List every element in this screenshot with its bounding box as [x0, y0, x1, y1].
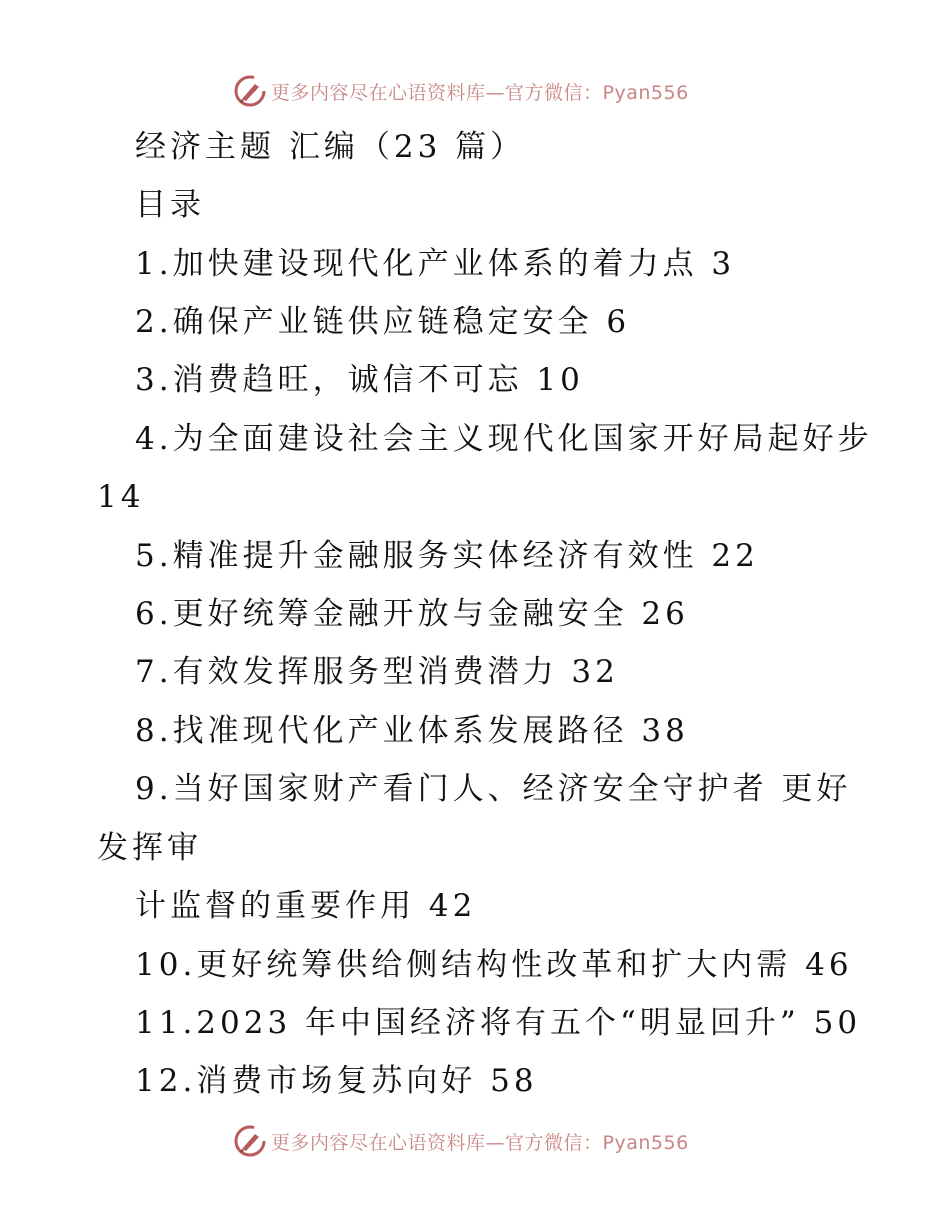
watermark-text: 更多内容尽在心语资料库—官方微信：Pyan556 — [271, 81, 689, 104]
pen-logo-icon — [233, 1124, 267, 1158]
toc-line: 10.更好统筹供给侧结构性改革和扩大内需 46 — [135, 947, 853, 983]
toc-line-continuation: 发挥审 — [97, 830, 202, 866]
watermark-text: 更多内容尽在心语资料库—官方微信：Pyan556 — [271, 1131, 689, 1154]
toc-line: 1.加快建设现代化产业体系的着力点 3 — [135, 246, 736, 282]
toc-line: 3.消费趋旺，诚信不可忘 10 — [135, 362, 584, 398]
toc-line: 4.为全面建设社会主义现代化国家开好局起好步 — [135, 421, 873, 457]
toc-line-continuation: 14 — [97, 479, 145, 515]
toc-line: 8.找准现代化产业体系发展路径 38 — [135, 713, 689, 749]
toc-heading: 目录 — [135, 187, 205, 223]
toc-line: 7.有效发挥服务型消费潜力 32 — [135, 654, 619, 690]
toc-line: 2.确保产业链供应链稳定安全 6 — [135, 304, 631, 340]
toc-line: 12.消费市场复苏向好 58 — [135, 1063, 538, 1099]
toc-line: 9.当好国家财产看门人、经济安全守护者 更好 — [135, 771, 852, 807]
toc-line: 11.2023 年中国经济将有五个“明显回升” 50 — [135, 1005, 862, 1041]
pen-logo-icon — [233, 74, 267, 108]
document-title: 经济主题 汇编（23 篇） — [135, 129, 526, 165]
toc-line: 计监督的重要作用 42 — [135, 888, 477, 924]
watermark-footer — [233, 1123, 689, 1159]
toc-line: 5.精准提升金融服务实体经济有效性 22 — [135, 538, 759, 574]
watermark-header — [233, 73, 689, 109]
toc-line: 6.更好统筹金融开放与金融安全 26 — [135, 596, 689, 632]
